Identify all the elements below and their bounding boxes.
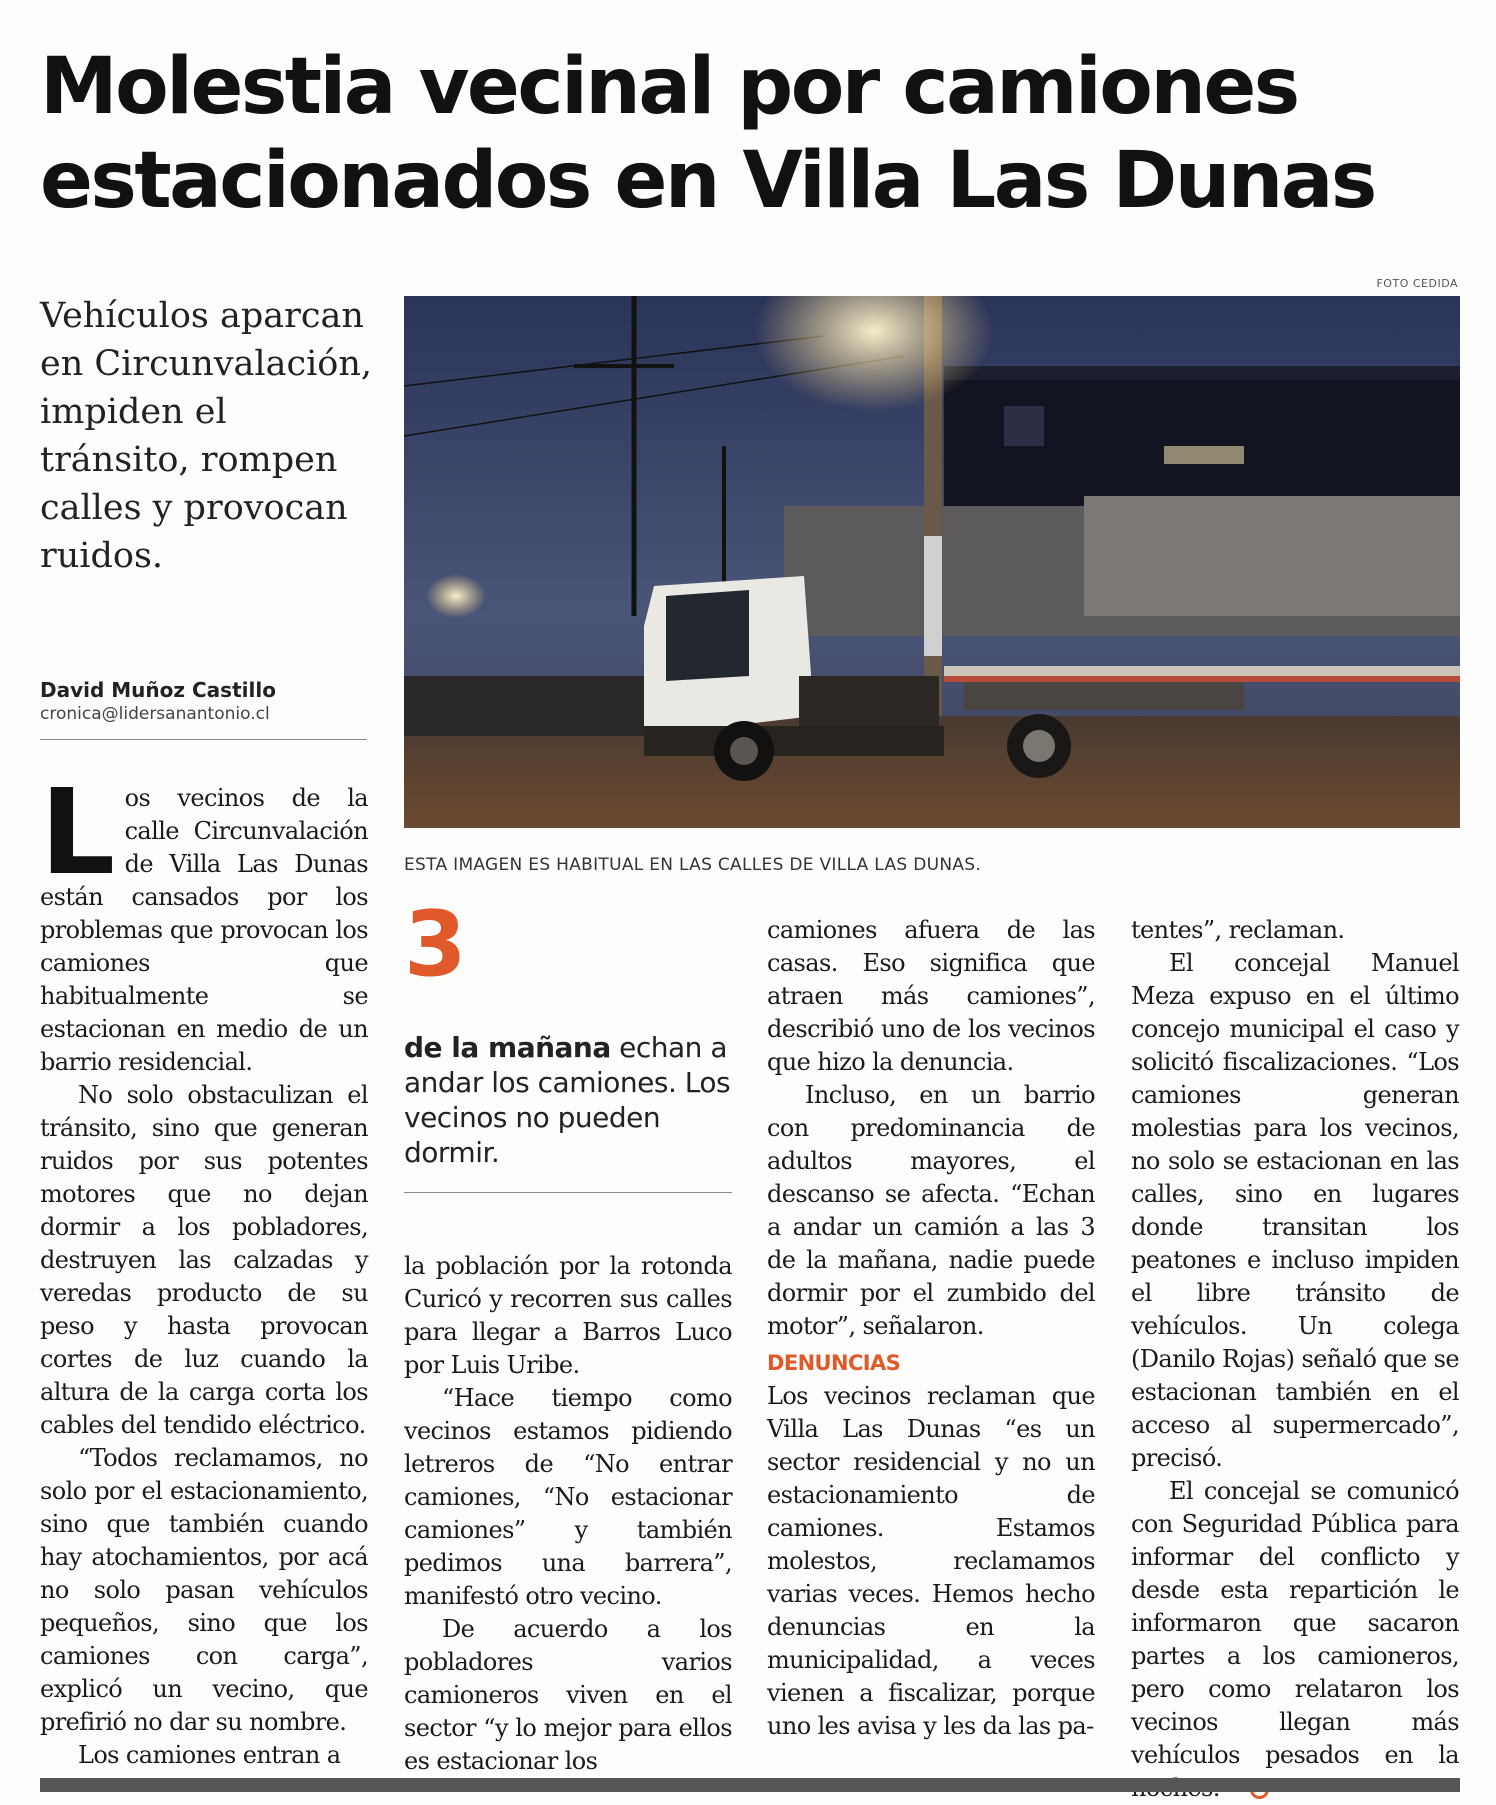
paragraph-c4-2: El concejal Manuel Meza expuso en el último concejo municipal el caso y solicitó fiscalizaciones. “Los camiones generan molestias para los vecinos, no solo se estacionan en las calles, sino en lugares donde transitan los peatones e incluso impiden el libre tránsito de vehículos. Un colega (Danilo Rojas) señaló que se estacionan también en el acceso al supermercado”, precisó. [1131,949,1459,1472]
photo-credit: FOTO CEDIDA [1376,277,1458,290]
author-email: cronica@lidersanantonio.cl [40,704,270,724]
deck: Vehículos aparcan en Circunvalación, impiden el tránsito, rompen calles y provocan ruidos. [40,296,373,576]
section-subhead: DENUNCIAS [767,1351,901,1375]
headline-line-2: estacionados en Villa Las Dunas [40,136,1375,226]
column-4 [1131,914,1459,1805]
pull-quote [404,892,732,1193]
paragraph-c4-3-text: El concejal se comunicó con Seguridad Pública para informar del conflicto y desde esta repartición le informaron que sacaron partes a los camioneros, pero como relataron los vecinos llegan más vehículos pesados en la [1131,1477,1459,1769]
paragraph-4: Los camiones entran a [78,1741,341,1769]
paragraph-2: No solo obstaculizan el tránsito, sino que generan ruidos por sus potentes motores que no dejan dormir a los pobladores, destruyen las calzadas y veredas producto de su peso y hasta provocan cortes de luz cuando la altura de la carga corta los cables del tendido eléctrico. [40,1081,368,1439]
paragraph-1-text: os vecinos de la calle Circunvalación de Villa Las Dunas están cansados por los problemas que provocan los camiones que habitualmente se estacionan en medio de un barrio residencial. [40,784,368,1076]
paragraph-c3-2: Incluso, en un barrio con predominancia de adultos mayores, el descanso se afecta. “Echan a andar un camión a las 3 de la mañana, nadie puede dormir por el zumbido del motor”, señalaron. [767,1081,1095,1340]
paragraph-c2-1: la población por la rotonda Curicó y recorren sus calles para llegar a Barros Luco por Luis Uribe. [404,1252,732,1379]
paragraph-c2-3: De acuerdo a los pobladores varios camioneros viven en el sector “y lo mejor para ellos es estacionar los [404,1615,732,1775]
author-name: David Muñoz Castillo [40,678,276,702]
paragraph-c4-3 [1131,1475,1459,1805]
paragraph-c3-3: Los vecinos reclaman que Villa Las Dunas “es un sector residencial y no un estacionamiento de camiones. Estamos molestos, reclamamos varias veces. Hemos hecho denuncias en la municipalidad, a veces vienen a fiscalizar, porque uno les avisa y les da las pa- [767,1382,1095,1740]
column-1 [40,763,368,1772]
paragraph-c2-2: “Hace tiempo como vecinos estamos pidiendo letreros de “No entrar camiones, “No estacionar camiones” y también pedimos una barrera”, manifestó otro vecino. [404,1384,732,1610]
pull-quote-bold: de la mañana [404,1031,611,1064]
paragraph-c3-1: camiones afuera de las casas. Eso significa que atraen más camiones”, describió uno de los vecinos que hizo la denuncia. [767,916,1095,1076]
column-2 [404,1250,732,1778]
drop-cap: L [40,763,115,901]
bottom-rule [40,1778,1460,1792]
byline [40,677,367,740]
paragraph-c4-1: tentes”, reclaman. [1131,916,1345,944]
pull-quote-number: 3 [404,892,467,997]
article-photo [404,296,1460,828]
photo-caption: ESTA IMAGEN ES HABITUAL EN LAS CALLES DE VILLA LAS DUNAS. [404,855,982,875]
truck-night-photo [404,296,1460,828]
headline-line-1: Molestia vecinal por camiones [40,42,1298,132]
paragraph-1 [40,763,368,1079]
paragraph-3: “Todos reclamamos, no solo por el estacionamiento, sino que también cuando hay atochamientos, por acá no solo pasan vehículos pequeños, sino que los camiones con carga”, explicó un vecino, que prefirió no dar su nombre. [40,1444,368,1736]
column-3 [767,914,1095,1743]
pull-quote-rest: echan a andar los camiones. Los vecinos no pueden dormir. [404,1031,731,1169]
pull-quote-text [404,1030,732,1193]
headline [40,40,1460,228]
